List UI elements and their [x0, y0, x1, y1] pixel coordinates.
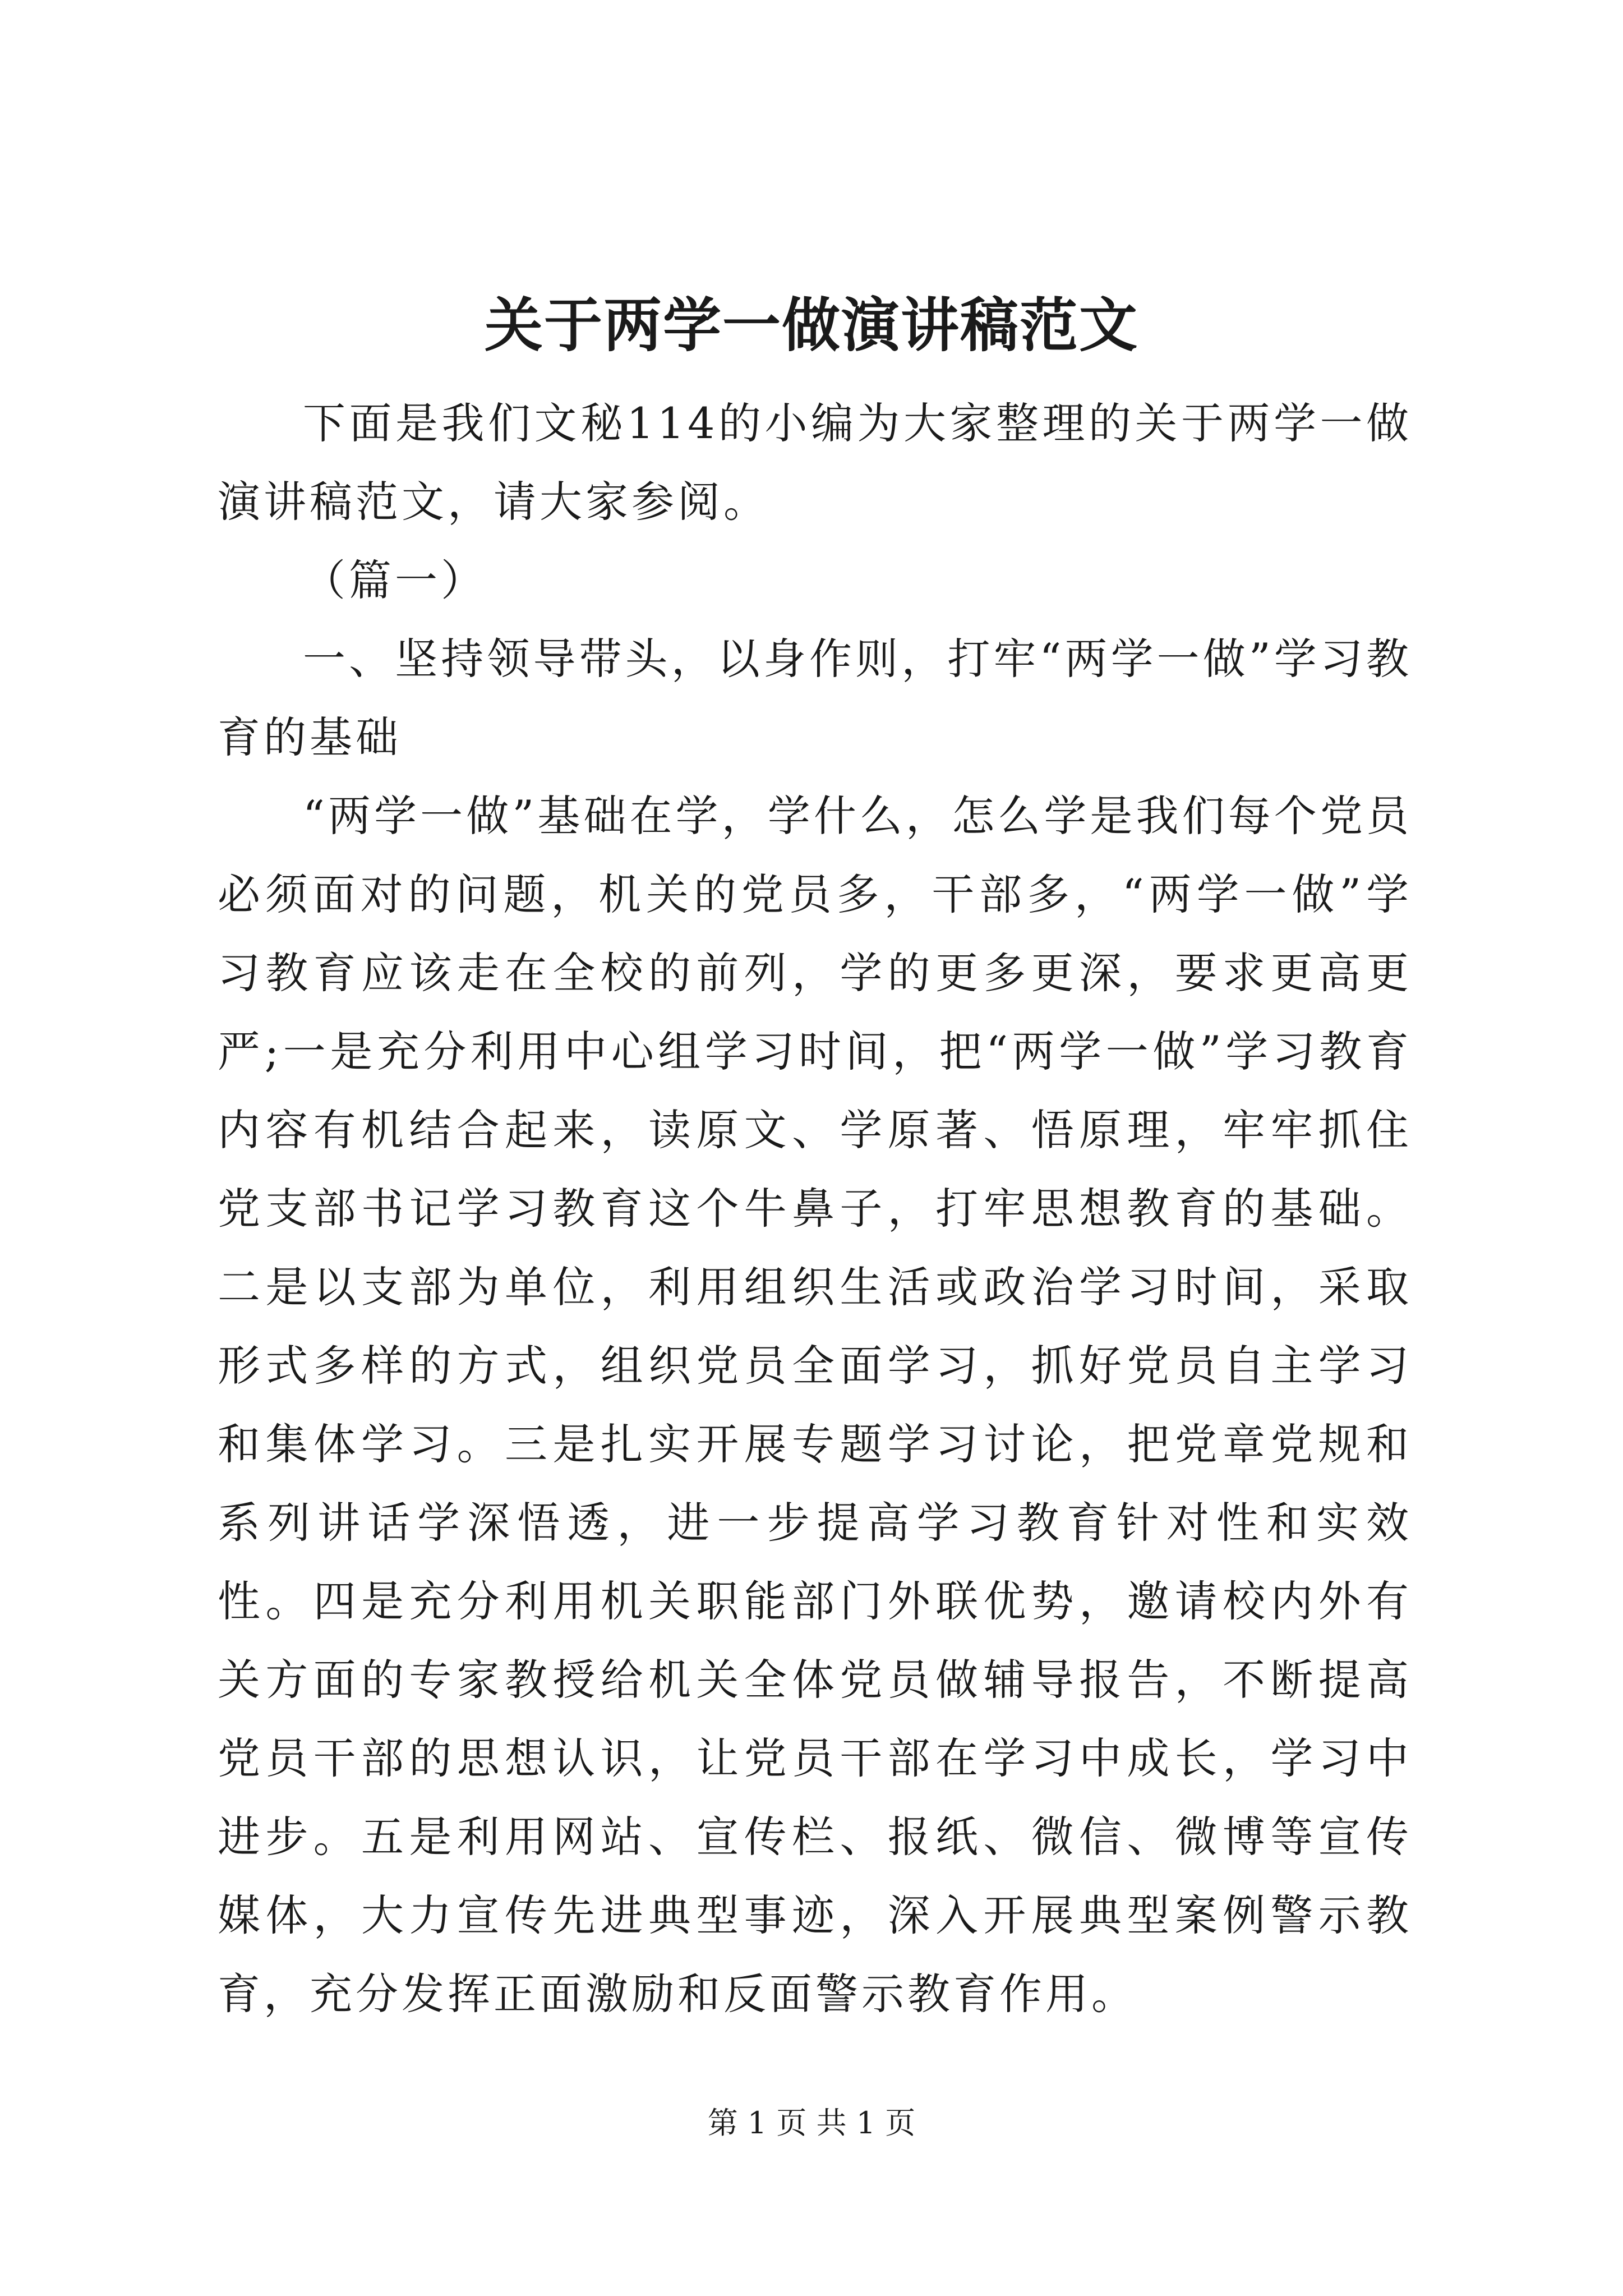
document-title: 关于两学一做演讲稿范文: [484, 291, 1138, 360]
section-label: （篇一）: [303, 555, 487, 605]
body-paragraph: “两学一做”基础在学，学什么，怎么学是我们每个党员必须面对的问题，机关的党员多，干部多，“两学一做”学习教育应该走在全校的前列，学的更多更深，要求更高更严;一是充分利用中心组学习时间，把“两学一做”学习教育内容有机结合起来，读原文、学原著、悟原理，牢牢抓住党支部书记学习教育这个牛鼻子，打牢思想教育的基础。二是以支部为单位，利用组织生活或政治学习时间，采取形式多样的方式，组织党员全面学习，抓好党员自主学习和集体学习。三是扎实开展专题学习讨论，把党章党规和系列讲话学深悟透，进一步提高学习教育针对性和实效性。四是充分利用机关职能部门外联优势，邀请校内外有关方面的专家教授给机关全体党员做辅导报告，不断提高党员干部的思想认识，让党员干部在学习中成长，学习中进步。五是利用网站、宣传栏、报纸、微信、微博等宣传媒体，大力宣传先进典型事迹，深入开展典型案例警示教育，充分发挥正面激励和反面警示教育作用。: [218, 791, 1412, 2019]
intro-paragraph: 下面是我们文秘114的小编为大家整理的关于两学一做演讲稿范文，请大家参阅。: [218, 398, 1412, 527]
document-body: [218, 384, 1412, 2033]
page-footer: 第 1 页 共 1 页: [707, 2105, 916, 2141]
section-heading: 一、坚持领导带头，以身作则，打牢“两学一做”学习教育的基础: [218, 634, 1412, 762]
